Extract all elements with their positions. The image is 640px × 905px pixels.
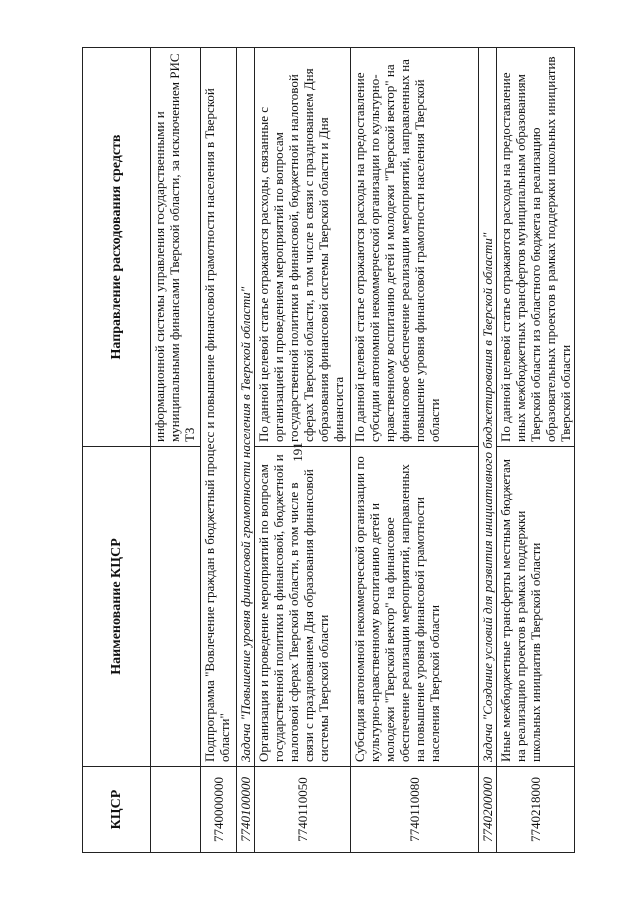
row-code: 7740110050 [255, 767, 351, 853]
kcsr-table [82, 47, 575, 853]
table-row [151, 48, 201, 853]
row-direction: информационной системы управления государственными и муниципальными финансами Тверской области, за исключением РИС ТЗ [151, 48, 201, 447]
row-direction: По данной целевой статье отражаются расходы, связанные с организацией и проведением мероприятий по вопросам государственной политики в финансовой, бюджетной и налоговой сферах Тверской области, в том числе в связи с празднованием Дня образования финансовой системы Тверской области и Дня финансиста [255, 48, 351, 447]
row-code: 7740110080 [351, 767, 479, 853]
table-row [201, 48, 237, 853]
header-code: КЦСР [83, 767, 151, 853]
table-row [351, 48, 479, 853]
row-code: 7740200000 [479, 767, 497, 853]
rotated-table-frame [82, 48, 573, 853]
row-code: 7740100000 [237, 767, 255, 853]
row-name: Задача "Повышение уровня финансовой грамотности населения в Тверской области" [237, 48, 255, 767]
header-direction: Направление расходования средств [83, 48, 151, 447]
row-direction: По данной целевой статье отражаются расходы на предоставление субсидии автономной некоммерческой организации по культурно-нравственному воспитанию детей и молодежи "Тверской вектор" на финансовое обеспечение реализации мероприятий, направленных на повышение уровня финансовой грамотности населения Тверской области [351, 48, 479, 447]
row-name: Подпрограмма "Вовлечение граждан в бюджетный процесс и повышение финансовой грамотности населения в Тверской области" [201, 48, 237, 767]
row-direction: По данной целевой статье отражаются расходы на предоставление иных межбюджетных трансфертов муниципальным образованиям Тверской области из областного бюджета на реализацию образовательных проектов в рамках поддержки школьных инициатив Тверской области [497, 48, 575, 447]
row-name: Организация и проведение мероприятий по вопросам государственной политики в финансовой, бюджетной и налоговой сферах Тверской области, в том числе в связи с празднованием Дня образования финансовой системы Тверской области [255, 447, 351, 767]
page-number: 191 [290, 442, 305, 462]
row-name [151, 447, 201, 767]
table-row [255, 48, 351, 853]
table-row [497, 48, 575, 853]
table-row [479, 48, 497, 853]
row-name: Субсидия автономной некоммерческой организации по культурно-нравственному воспитанию детей и молодежи "Тверской вектор" на финансовое обеспечение реализации мероприятий, направленных на повышение уровня финансовой грамотности населения Тверской области [351, 447, 479, 767]
row-code: 7740218000 [497, 767, 575, 853]
row-name: Задача "Создание условий для развития инициативного бюджетирования в Тверской области" [479, 48, 497, 767]
header-name: Наименование КЦСР [83, 447, 151, 767]
table-header-row [83, 48, 151, 853]
row-name: Иные межбюджетные трансферты местным бюджетам на реализацию проектов в рамках поддержки школьных инициатив Тверской области [497, 447, 575, 767]
table-row [237, 48, 255, 853]
row-code: 7740000000 [201, 767, 237, 853]
row-code [151, 767, 201, 853]
